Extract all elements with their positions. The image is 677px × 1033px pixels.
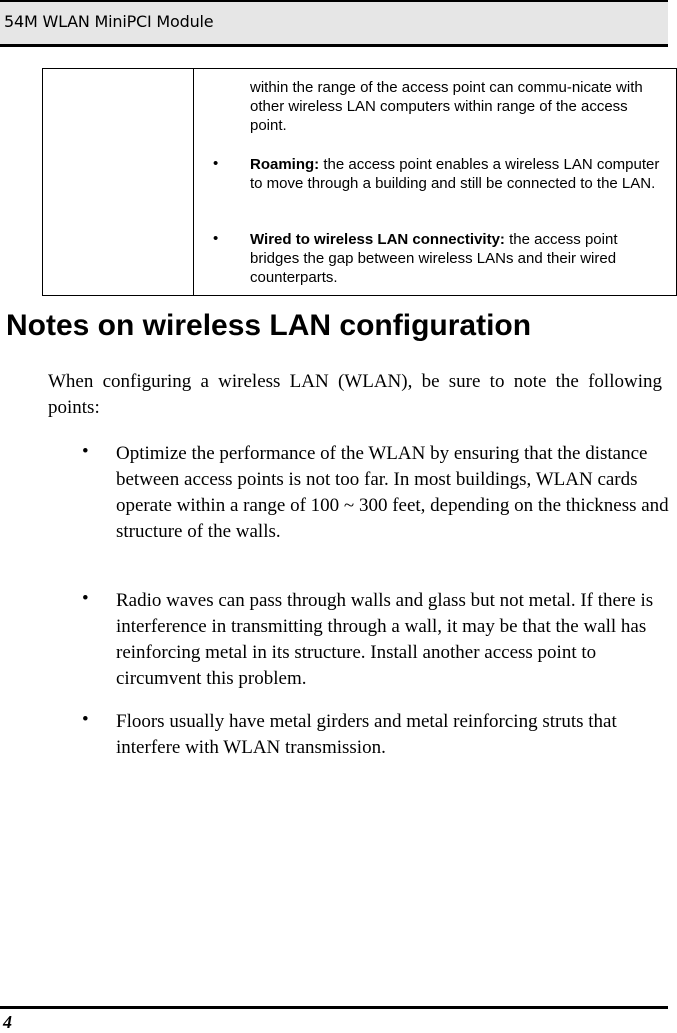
bullet-item-floors: Floors usually have metal girders and metal reinforcing struts that interfere with WLAN transmission. [116,711,617,758]
section-title: Notes on wireless LAN configuration [6,309,532,342]
table-item-wired [250,230,668,287]
page-number: 4 [3,1012,12,1032]
bullet-item-performance: Optimize the performance of the WLAN by ensuring that the distance between access points is not too far. In most buildings, WLAN cards operate within a range of 100 ~ 300 feet, depending on the thickness and structure of the walls. [116,443,669,542]
bullet-item-radio-waves: Radio waves can pass through walls and glass but not metal. If there is interference in transmitting through a wall, it may be that the wall has reinforcing metal in its structure. Install another access point to circumvent this problem. [116,590,654,689]
table-item-text: the access point enables a wireless LAN computer to move through a building and still be connected to the LAN. [250,156,660,192]
table-column-divider [193,68,194,296]
table-item-label: Wired to wireless LAN connectivity: [250,231,505,248]
table-bullet-icon: • [213,230,219,247]
page-header [0,0,668,47]
header-title: 54M WLAN MiniPCI Module [4,12,214,31]
table-bullet-icon: • [213,155,219,172]
table-item-text: the access point bridges the gap between wireless LANs and their wired counterparts. [250,231,618,286]
section-intro: When configuring a wireless LAN (WLAN), be sure to note the following points: [48,371,662,418]
bullet-icon: • [82,441,89,462]
table-item-label: Roaming: [250,156,320,173]
footer-rule [0,1006,668,1009]
table-item-roaming [250,155,668,193]
table-continued-text: within the range of the access point can commu-nicate with other wireless LAN computers within range of the access point. [250,79,643,134]
bullet-icon: • [82,588,89,609]
bullet-icon: • [82,709,89,730]
